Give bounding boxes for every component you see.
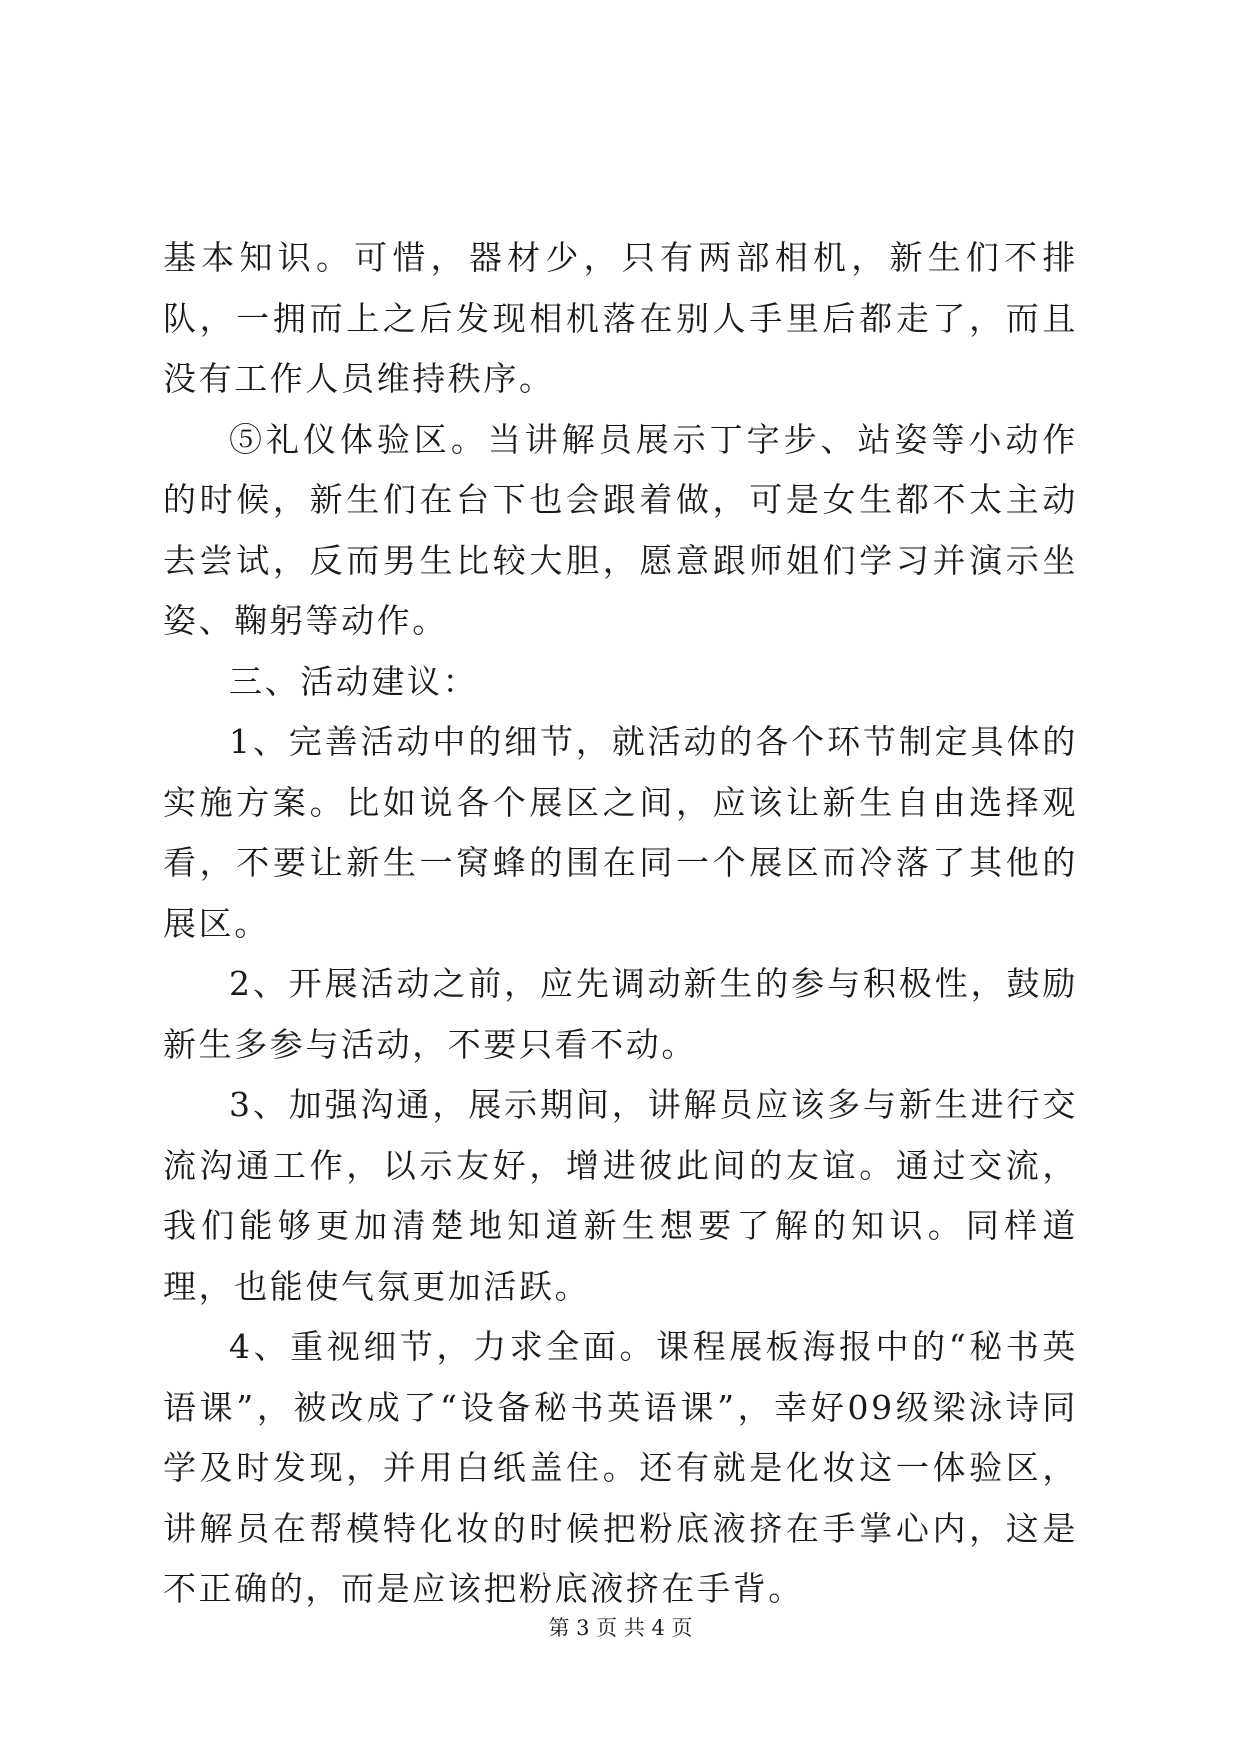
paragraph: 1、完善活动中的细节，就活动的各个环节制定具体的实施方案。比如说各个展区之间，应该让新生自由选择观看，不要让新生一窝蜂的围在同一个展区而冷落了其他的展区。 [163, 722, 1078, 943]
paragraph: 2、开展活动之前，应先调动新生的参与积极性，鼓励新生多参与活动，不要只看不动。 [163, 964, 1078, 1064]
paragraph: 3、加强沟通，展示期间，讲解员应该多与新生进行交流沟通工作，以示友好，增进彼此间的友谊。通过交流，我们能够更加清楚地知道新生想要了解的知识。同样道理，也能使气氛更加活跃。 [163, 1085, 1078, 1306]
page-number-footer: 第 3 页 共 4 页 [548, 1616, 693, 1640]
document-body [163, 228, 1078, 1620]
paragraph: 基本知识。可惜，器材少，只有两部相机，新生们不排队，一拥而上之后发现相机落在别人手里后都走了，而且没有工作人员维持秩序。 [163, 238, 1078, 398]
section-heading: 三、活动建议： [229, 661, 479, 701]
paragraph: ⑤礼仪体验区。当讲解员展示丁字步、站姿等小动作的时候，新生们在台下也会跟着做，可是女生都不太主动去尝试，反而男生比较大胆，愿意跟师姐们学习并演示坐姿、鞠躬等动作。 [163, 419, 1078, 640]
paragraph: 4、重视细节，力求全面。课程展板海报中的“秘书英语课”，被改成了“设备秘书英语课”，幸好09级梁泳诗同学及时发现，并用白纸盖住。还有就是化妆这一体验区，讲解员在帮模特化妆的时候把粉底液挤在手掌心内，这是不正确的，而是应该把粉底液挤在手背。 [163, 1327, 1078, 1608]
